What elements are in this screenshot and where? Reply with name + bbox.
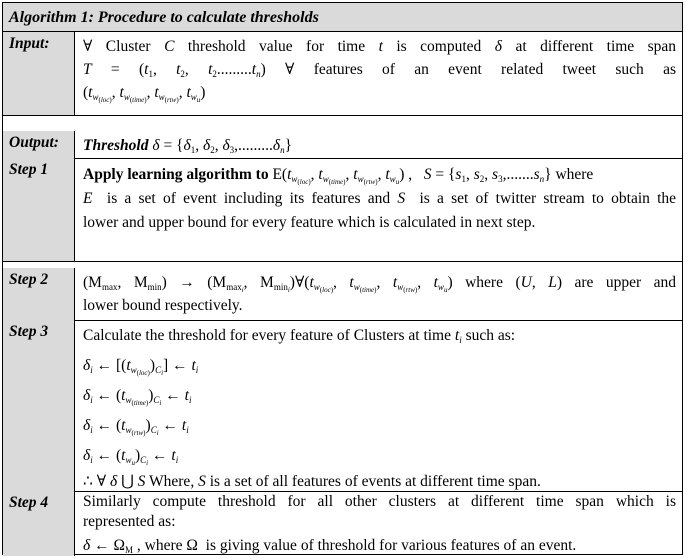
- step-2-line-2: lower bound respectively.: [83, 297, 243, 314]
- step-4-line-2: represented as:: [83, 513, 176, 530]
- step-1-line-1: Apply learning algorithm to $E(t_{w_{(loc)}}$, $t_{w_{(time)}}$, $t_{w_{(rtw)}}$, $t_{w_u}$) , $S = \{s_1$, $s_2$, $s_3,.......s_n$} where: [83, 166, 594, 186]
- output-label: Output:: [3, 131, 75, 158]
- step-3-formula-rtw: $\delta_i$ ← $(t_{w_{(rtw)}})_{C_i}$ ← $t_i$: [83, 417, 189, 437]
- step-4-label: Step 4: [3, 491, 75, 556]
- step-3-formula-u: $\delta_i$ ← $(t_{w_u})_{C_i}$ ← $t_i$: [83, 447, 179, 467]
- step-2-label: Step 2: [3, 268, 75, 320]
- step-4-content: [83, 492, 676, 556]
- step-2-line-1: ($M_{max}$, $M_{min}) \to (M_{max_i}$, $M_{min_i})\forall(t_{w_{(loc)}}$, $t_{w_{(time)}}$, $t_{w_{(rtw)}}$, $t_{w_u}$) where (U, L) are upper and: [83, 274, 677, 294]
- row-input: [3, 32, 682, 116]
- step-1-line-2: E is a set of event including its features and S is a set of twitter stream to obtain the: [83, 190, 677, 207]
- input-label: Input:: [3, 32, 75, 115]
- input-line-3: ($t_{w_{(loc)}}$, $t_{w_{(time)}}$, $t_{w_{(rtw)}}$, $t_{w_u}$): [83, 84, 206, 104]
- step-4-line-1: Similarly compute threshold for all other clusters at different time span which is: [83, 493, 676, 510]
- output-content: [83, 134, 676, 157]
- step-1-label: Step 1: [3, 158, 75, 261]
- output-line: Threshold $\delta = \{\delta_1$, $\delta_2$, $\delta_3,.........\delta_n$}: [83, 137, 293, 155]
- input-content: [83, 35, 676, 104]
- step-4-line-3: δ ← $\Omega_M$ , where Ω is giving value of threshold for various features of an event.: [83, 537, 577, 555]
- row-step-1: [3, 158, 682, 262]
- step-1-content: [83, 163, 676, 235]
- step-3-line-1: Calculate the threshold for every feature of Clusters at time $t_i$ such as:: [83, 327, 516, 345]
- row-output: [3, 131, 682, 159]
- input-line-2: $T = (t_1$, $t_2$, $t_2.........t_n$) ∀ features of an event related tweet such as: [83, 61, 676, 79]
- input-line-1: ∀ Cluster C threshold value for time t is computed δ at different time span: [83, 38, 677, 55]
- step-1-line-3: lower and upper bound for every feature which is calculated in next step.: [83, 214, 536, 231]
- step-3-formula-time: $\delta_i$ ← $(t_{w_{(time)}})_{C_i}$ ← $t_i$: [83, 387, 192, 407]
- step-2-content: [83, 271, 676, 317]
- row-step-3: [3, 320, 682, 492]
- step-3-label: Step 3: [3, 320, 75, 491]
- algorithm-title: Algorithm 1: Procedure to calculate thresholds: [3, 3, 682, 32]
- row-step-4: [3, 491, 682, 556]
- row-step-2: [3, 268, 682, 321]
- algorithm-box: [2, 2, 683, 555]
- step-3-content: [83, 321, 676, 493]
- step-3-conclusion: ∴ ∀ δ ⋃ S Where, S is a set of all features of events at different time span.: [83, 473, 541, 490]
- step-3-formula-loc: $\delta_i$ ← $[(t_{w_{(loc)}})_{C_i}]$ ← $t_i$: [83, 357, 199, 377]
